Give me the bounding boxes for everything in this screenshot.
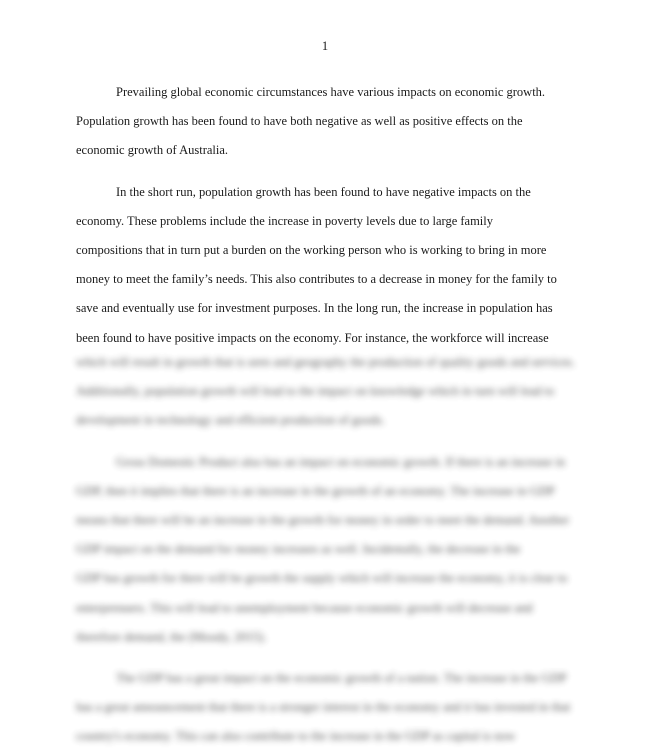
text-line: economic growth of Australia. [76,143,229,158]
blurred-line: GDP impact on the demand for money increases as well. Incidentally, the decrease in the [76,542,521,557]
text-line: compositions that in turn put a burden on the working person who is working to bring in more [76,243,547,258]
blurred-line: Gross Domestic Product also has an impact on economic growth. If there is an increase in [116,454,566,469]
blurred-line: means that there will be an increase in the growth for money in order to meet the demand. Another [76,513,570,528]
paragraph-1 [76,78,586,166]
page-number: 1 [321,39,329,53]
text-line: Prevailing global economic circumstances have various impacts on economic growth. [116,85,546,99]
blurred-preview-text [76,348,581,752]
blurred-line: has a great announcement that there is a stronger interest in the economy and it has invested in that [76,700,571,715]
text-line: economy. These problems include the increase in poverty levels due to large family [76,213,493,228]
blurred-line: The GDP has a great impact on the economic growth of a nation. The increase in the GDP [116,671,567,686]
text-line: money to meet the family’s needs. This also contributes to a decrease in money for the family to [76,272,557,287]
blurred-line: country's economy. This can also contribute to the increase in the GDP as capital is now [76,729,516,744]
blurred-line: GDP, then it implies that there is an increase in the growth of an economy. The increase in GDP [76,483,555,498]
blurred-line: development in technology and efficient production of goods. [76,413,385,428]
blurred-line: therefore demand, the (Moody, 2015). [76,629,267,644]
blurred-line: Additionally, population growth will lead to the impact on knowledge which in turn will lead to [76,384,555,399]
text-line: In the short run, population growth has been found to have negative impacts on the [116,184,531,199]
blurred-line: which will result in growth that is seen and geography the production of quality goods and services. [76,355,575,369]
paragraph-2 [76,178,586,353]
text-line: been found to have positive impacts on the economy. For instance, the workforce will increase [76,330,549,345]
blurred-line: GDP has growth for there will be growth the supply which will increase the economy, it is clear to [76,571,568,586]
text-line: Population growth has been found to have both negative as well as positive effects on the [76,114,523,129]
blurred-line: enterprenuers. This will lead to unemployment because economic growth will decrease and [76,600,533,615]
document-body [76,78,586,365]
text-line: save and eventually use for investment purposes. In the long run, the increase in population has [76,301,553,316]
